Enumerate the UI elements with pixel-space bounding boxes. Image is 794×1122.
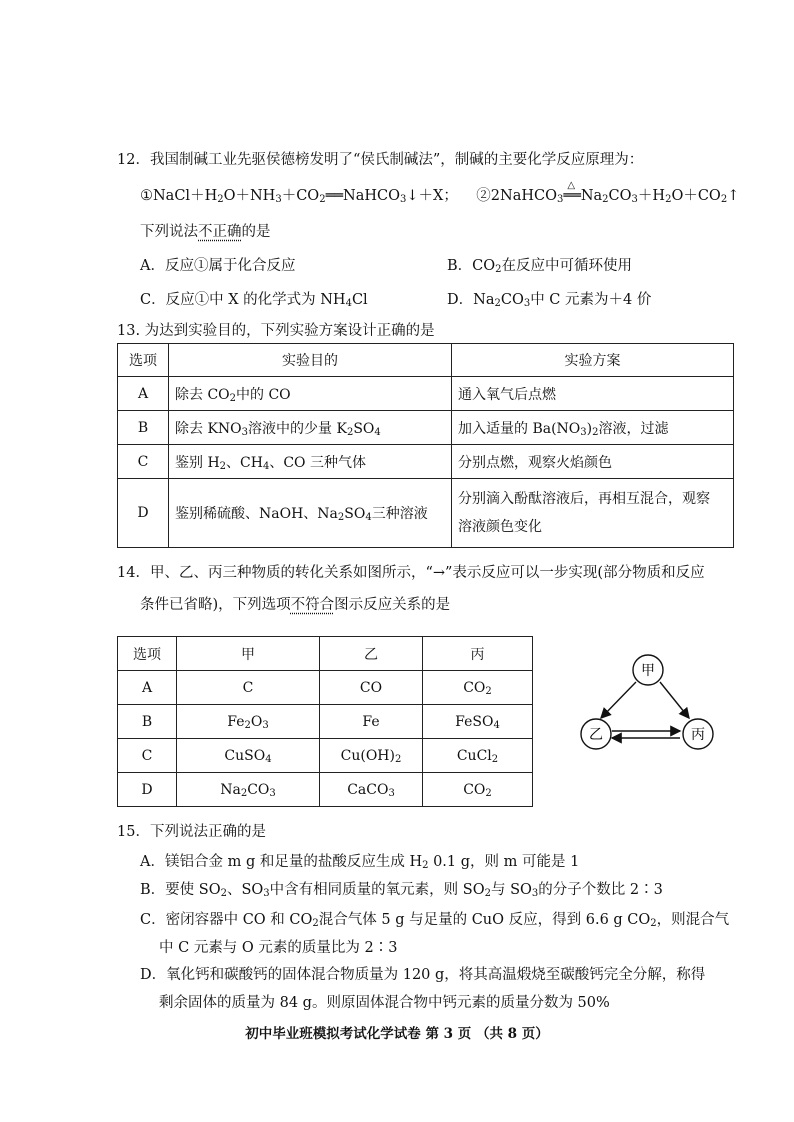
q12-option-a: A．反应①属于化合反应 <box>140 258 296 274</box>
page-footer: 初中毕业班模拟考试化学试卷 第 3 页 （共 8 页） <box>245 1026 549 1042</box>
heat-condition-icon: △ <box>567 180 576 191</box>
q14-table <box>117 636 533 807</box>
q15-option-b: B．要使 $SO_2$、$SO_3$中含有相同质量的氧元素，则 $SO_2$与 $SO_3$的分子个数比 2∶3 <box>140 882 663 899</box>
table-header-row: 选项 实验目的 实验方案 <box>118 344 734 377</box>
q13-stem: 13. 为达到实验目的，下列实验方案设计正确的是 <box>117 323 435 339</box>
q15-option-c-line1: C．密闭容器中 CO 和 $CO_2$混合气体 5 g 与足量的 CuO 反应，得到 6.6 g $CO_2$，则混合气 <box>140 912 730 929</box>
arrow-jia-to-yi <box>601 682 636 718</box>
q12-ask: 下列说法不正确的是 <box>140 224 271 240</box>
q15-option-c-line2: 中 C 元素与 O 元素的质量比为 2∶3 <box>159 940 398 956</box>
table-row: C 鉴别 $H_2$、$CH_4$、CO 三种气体 分别点燃，观察火焰颜色 <box>118 445 734 479</box>
q15-option-a: A．镁铝合金 m g 和足量的盐酸反应生成 $H_2$ 0.1 g，则 m 可能是 1 <box>140 854 580 871</box>
q15-option-d-line2: 剩余固体的质量为 84 g。则原固体混合物中钙元素的质量分数为 50% <box>159 995 610 1011</box>
q15-stem: 15．下列说法正确的是 <box>117 824 266 840</box>
q14-stem-1: 14．甲、乙、丙三种物质的转化关系如图所示，“→”表示反应可以一步实现(部分物质和反应 <box>117 565 705 581</box>
q12-option-b: B．$CO_2$在反应中可循环使用 <box>447 258 633 275</box>
table-row: A 除去 $CO_2$中的 CO 通入氧气后点燃 <box>118 377 734 411</box>
table-row: C CuSO$_4$ $Cu(OH)_2$ CuCl$_2$ <box>118 739 533 773</box>
table-row: D $Na_2CO_3$ CaCO$_3$ $CO_2$ <box>118 773 533 807</box>
q12-stem: 12．我国制碱工业先驱侯德榜发明了“侯氏制碱法”，制碱的主要化学反应原理为： <box>117 152 644 168</box>
q15-option-d-line1: D．氧化钙和碳酸钙的固体混合物质量为 120 g，将其高温煅烧至碳酸钙完全分解，称得 <box>140 967 706 983</box>
table-row: B 除去 $KNO_3$溶液中的少量 $K_2SO_4$ 加入适量的 $Ba(NO_3)_2$溶液，过滤 <box>118 411 734 445</box>
q13-table <box>117 343 734 548</box>
q12-option-d: D．$Na_2CO_3$中 C 元素为＋4 价 <box>447 292 652 309</box>
table-header-row: 选项 甲 乙 丙 <box>118 637 533 671</box>
node-yi: 乙 <box>589 727 603 743</box>
table-row: D 鉴别稀硫酸、NaOH、$Na_2SO_4$三种溶液 分别滴入酚酞溶液后，再相互混合，观察 溶液颜色变化 <box>118 479 734 548</box>
table-row: B $Fe_2O_3$ Fe FeSO$_4$ <box>118 705 533 739</box>
q14-transformation-diagram <box>576 652 726 762</box>
q14-stem-2: 条件已省略)，下列选项不符合图示反应关系的是 <box>140 597 451 613</box>
node-jia: 甲 <box>641 663 655 679</box>
node-bing: 丙 <box>691 727 705 743</box>
q12-option-c: C．反应①中 X 的化学式为 $NH_4Cl$ <box>140 292 368 309</box>
arrow-jia-to-bing <box>660 682 689 718</box>
q12-equations: $①NaCl+H_2O+NH_3+CO_2══NaHCO_3↓+X$； ②2NaHCO$_3$══ △ $Na_2CO_3+H_2O+CO_2↑$ <box>140 186 739 206</box>
table-row: A C CO $CO_2$ <box>118 671 533 705</box>
